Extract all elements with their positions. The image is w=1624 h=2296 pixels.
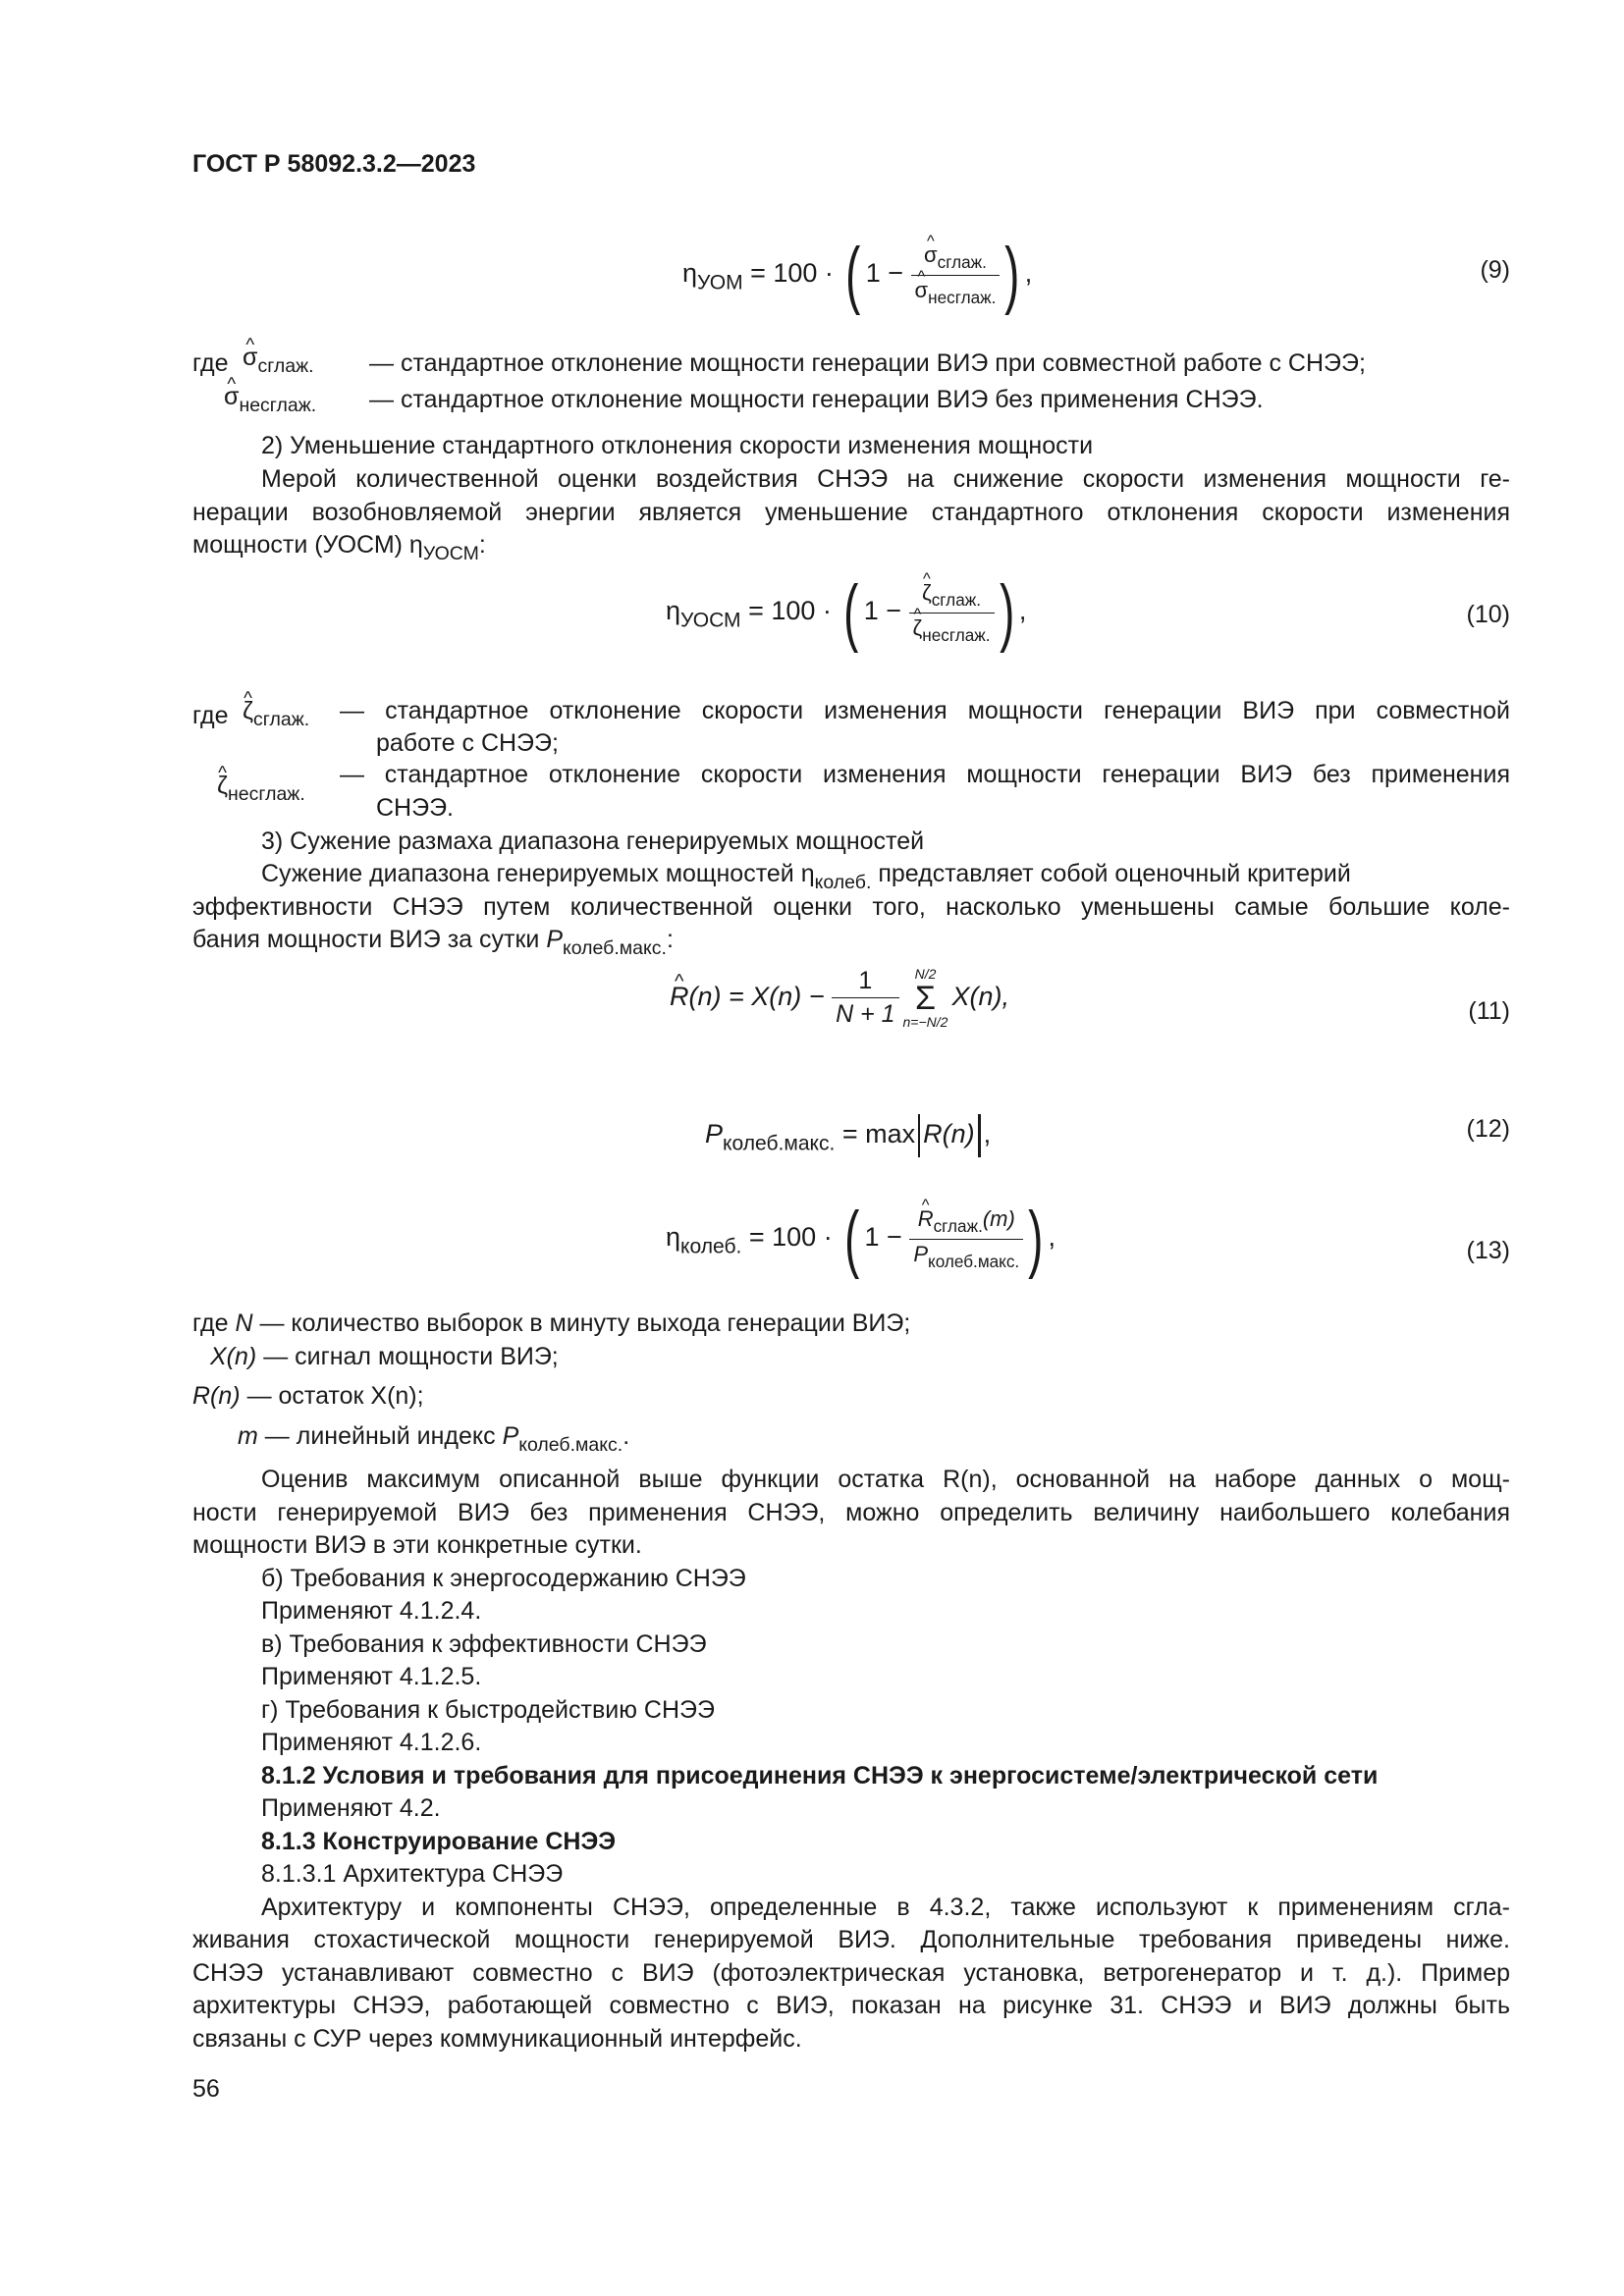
equation-9 (682, 233, 1033, 316)
item-g: г) Требования к быстродействию СНЭЭ (261, 1696, 715, 1724)
where1-term1: ^ $\sigma_{сглаж.}$ (243, 346, 314, 376)
where3-row4: m — линейный индекс $P_{колеб.макс.}$. (238, 1422, 630, 1456)
equation-number-10: (10) (1466, 601, 1510, 628)
item2-para-line3: мощности (УОСМ) $\eta_{УОСМ}$: (192, 531, 486, 564)
eq9-one-minus: 1 − (865, 258, 911, 289)
item3-heading: 3) Сужение размаха диапазона генерируемых мощностей (261, 828, 925, 855)
estimate-para-line1: Оценив максимум описанной выше функции остатка R(n), основанной на наборе данных о мощ- (261, 1466, 1510, 1493)
equation-11: ^ R(n) = X(n) − $\frac{1}{N + 1}$ N/2 Σ n=−N/2X(n), (670, 967, 1009, 1029)
arch-para-line4: архитектуры СНЭЭ, работающей совместно с ВИЭ, показан на рисунке 31. СНЭЭ и ВИЭ должны быть (192, 1992, 1510, 2019)
where2-term2: ^ $\zeta_{несглаж.}$ (217, 774, 305, 804)
where1-term2: ^ $\sigma_{несглаж.}$ (224, 385, 316, 415)
arch-para-line1: Архитектуру и компоненты СНЭЭ, определенные в 4.3.2, также используют к применениям сгла- (261, 1894, 1510, 1921)
equation-number-13: (13) (1466, 1237, 1510, 1264)
eq9-lhs: $\eta_{УОМ}$ (682, 258, 743, 294)
item3-para-line1: Сужение диапазона генерируемых мощностей $\eta_{колеб.}$ представляет собой оценочный критерий (261, 860, 1351, 893)
where2-def1b: работе с СНЭЭ; (376, 729, 559, 757)
item3-para-line2: эффективности СНЭЭ путем количественной оценки того, насколько уменьшены самые большие коле- (192, 893, 1510, 921)
item-b: б) Требования к энергосодержанию СНЭЭ (261, 1565, 746, 1592)
section-8-1-2-text: Применяют 4.2. (261, 1794, 441, 1822)
arch-para-line5: связаны с СУР через коммуникационный интерфейс. (192, 2025, 802, 2053)
equation-12: $P_{колеб.макс.} = \max R(n)$ , (705, 1114, 991, 1157)
where3-row2: X(n) — сигнал мощности ВИЭ; (210, 1343, 559, 1370)
eq9-open-paren: ( (845, 233, 861, 316)
page-number: 56 (192, 2075, 220, 2103)
equation-number-9: (9) (1480, 256, 1510, 284)
arch-para-line3: СНЭЭ устанавливают совместно с ВИЭ (фотоэлектрическая установка, ветрогенератор и т. д.). Пример (192, 1959, 1510, 1987)
item2-heading: 2) Уменьшение стандартного отклонения скорости изменения мощности (261, 432, 1094, 459)
where1-def2: — стандартное отклонение мощности генерации ВИЭ без применения СНЭЭ. (369, 386, 1264, 413)
where2-def1a: — стандартное отклонение скорости изменения мощности генерации ВИЭ при совместной (340, 697, 1510, 724)
item2-para-line2: нерации возобновляемой энергии является уменьшение стандартного отклонения скорости изменения (192, 499, 1510, 526)
item-v: в) Требования к эффективности СНЭЭ (261, 1630, 707, 1658)
where3-row3: R(n) — остаток X(n); (192, 1382, 424, 1410)
where2-term1: ^ $\zeta_{сглаж.}$ (243, 699, 309, 729)
equation-number-11: (11) (1468, 997, 1510, 1025)
estimate-para-line3: мощности ВИЭ в эти конкретные сутки. (192, 1531, 642, 1559)
equation-13: $\eta_{колеб.} = 100$ · ( 1 − ^ $\frac{R_{сглаж.}(m)}{P_{колеб.макс.}}$ ) , (666, 1201, 1056, 1276)
where3-row1: где N — количество выборок в минуту выхода генерации ВИЭ; (192, 1309, 911, 1337)
item-v-apply: Применяют 4.1.2.5. (261, 1663, 482, 1690)
section-8-1-2-title: 8.1.2 Условия и требования для присоединения СНЭЭ к энергосистеме/электрической сети (261, 1762, 1379, 1789)
item3-para-line3: бания мощности ВИЭ за сутки $P_{колеб.макс.}$: (192, 926, 674, 959)
where2-gde: где (192, 702, 229, 729)
equation-number-12: (12) (1466, 1115, 1510, 1143)
arch-para-line2: живания стохастической мощности генерируемой ВИЭ. Дополнительные требования приведены ниже. (192, 1926, 1510, 1953)
eq9-fraction: ^ $\sigma_{сглаж.}$ ^ $\sigma_{несглаж.}$ (911, 242, 1001, 308)
where1-gde: где (192, 349, 229, 377)
section-8-1-3-title: 8.1.3 Конструирование СНЭЭ (261, 1828, 617, 1855)
eq9-tail: , (1024, 258, 1033, 289)
equation-10: $\eta_{УОСМ} = 100$ · ( 1 − ^ $\zeta_{сглаж.}$ ^ $\zeta_{несглаж.}$ ) , (666, 575, 1026, 650)
eq9-equals: = 100 · (742, 258, 841, 289)
where2-def2a: — стандартное отклонение скорости изменения мощности генерации ВИЭ без применения (340, 761, 1510, 788)
eq11-sum: N/2 Σ n=−N/2 (902, 966, 948, 1030)
section-8-1-3-1-title: 8.1.3.1 Архитектура СНЭЭ (261, 1860, 564, 1888)
document-header: ГОСТ Р 58092.3.2—2023 (192, 150, 476, 178)
estimate-para-line2: ности генерируемой ВИЭ без применения СНЭЭ, можно определить величину наибольшего колебания (192, 1499, 1510, 1526)
item-b-apply: Применяют 4.1.2.4. (261, 1597, 482, 1625)
where2-def2b: СНЭЭ. (376, 794, 454, 822)
eq9-close-paren: ) (1004, 233, 1020, 316)
where1-def1: — стандартное отклонение мощности генерации ВИЭ при совместной работе с СНЭЭ; (369, 349, 1366, 377)
item-g-apply: Применяют 4.1.2.6. (261, 1729, 482, 1756)
item2-para-line1: Мерой количественной оценки воздействия СНЭЭ на снижение скорости изменения мощности ге- (261, 465, 1510, 493)
